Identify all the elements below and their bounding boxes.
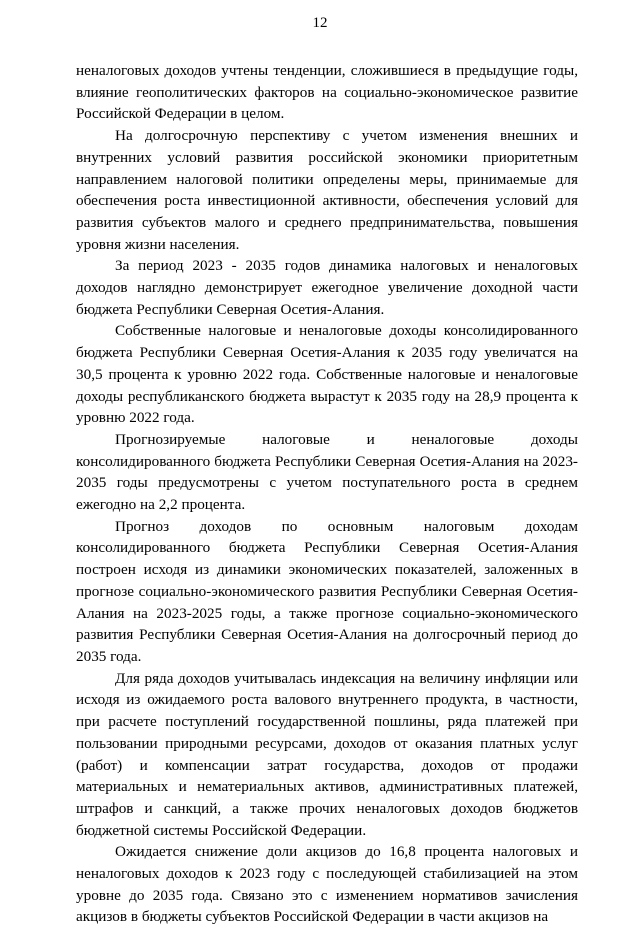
paragraph-tax-policy-priorities: На долгосрочную перспективу с учетом изменения внешних и внутренних условий развития российской экономики приоритетным направлением налоговой политики определены меры, принимаемые для обеспечения роста инвестиционной активности, обеспечения условий для развития субъектов малого и среднего предпринимательства, повышения уровня жизни населения. xyxy=(76,127,578,253)
paragraph-revenue-dynamics: За период 2023 - 2035 годов динамика налоговых и неналоговых доходов наглядно демонстрирует ежегодное увеличение доходной части бюджета Республики Северная Осетия-Алания. xyxy=(76,257,578,318)
paragraph-excise-share: Ожидается снижение доли акцизов до 16,8 процента налоговых и неналоговых доходов к 2023 году с последующей стабилизацией на этом уровне до 2035 года. Связано это с изменением нормативов зачисления акцизов в бюджеты субъектов Российской Федерации в части акцизов на xyxy=(76,843,578,926)
paragraph-own-revenues-growth: Собственные налоговые и неналоговые доходы консолидированного бюджета Республики Северная Осетия-Алания к 2035 году увеличатся на 30,5 процента к уровню 2022 года. Собственные налоговые и неналоговые доходы республиканского бюджета вырастут к 2035 году на 28,9 процента к уровню 2022 года. xyxy=(76,322,578,427)
body-text xyxy=(76,60,578,928)
page-number: 12 xyxy=(312,15,328,31)
paragraph-continuation: неналоговых доходов учтены тенденции, сложившиеся в предыдущие годы, влияние геополитических факторов на социально-экономическое развитие Российской Федерации в целом. xyxy=(76,62,578,123)
paragraph-forecast-basis: Прогноз доходов по основным налоговым доходам консолидированного бюджета Республики Северная Осетия-Алания построен исходя из динамики экономических показателей, заложенных в прогнозе социально-экономического развития Республики Северная Осетия-Алания на 2023-2025 годы, а также прогнозе социально-экономического развития Республики Северная Осетия-Алания на долгосрочный период до 2035 года. xyxy=(76,517,578,665)
paragraph-indexation: Для ряда доходов учитывалась индексация на величину инфляции или исходя из ожидаемого роста валового внутреннего продукта, в частности, при расчете поступлений государственной пошлины, ряда платежей при пользовании природными ресурсами, доходов от оказания платных услуг (работ) и компенсации затрат государства, доходов от продажи материальных и нематериальных активов, административных платежей, штрафов и санкций, а также прочих неналоговых доходов бюджетов бюджетной системы Российской Федерации. xyxy=(76,669,578,839)
paragraph-forecast-growth-rate: Прогнозируемые налоговые и неналоговые доходы консолидированного бюджета Республики Северная Осетия-Алания на 2023-2035 годы предусмотрены с учетом поступательного роста в среднем ежегодно на 2,2 процента. xyxy=(76,430,578,514)
